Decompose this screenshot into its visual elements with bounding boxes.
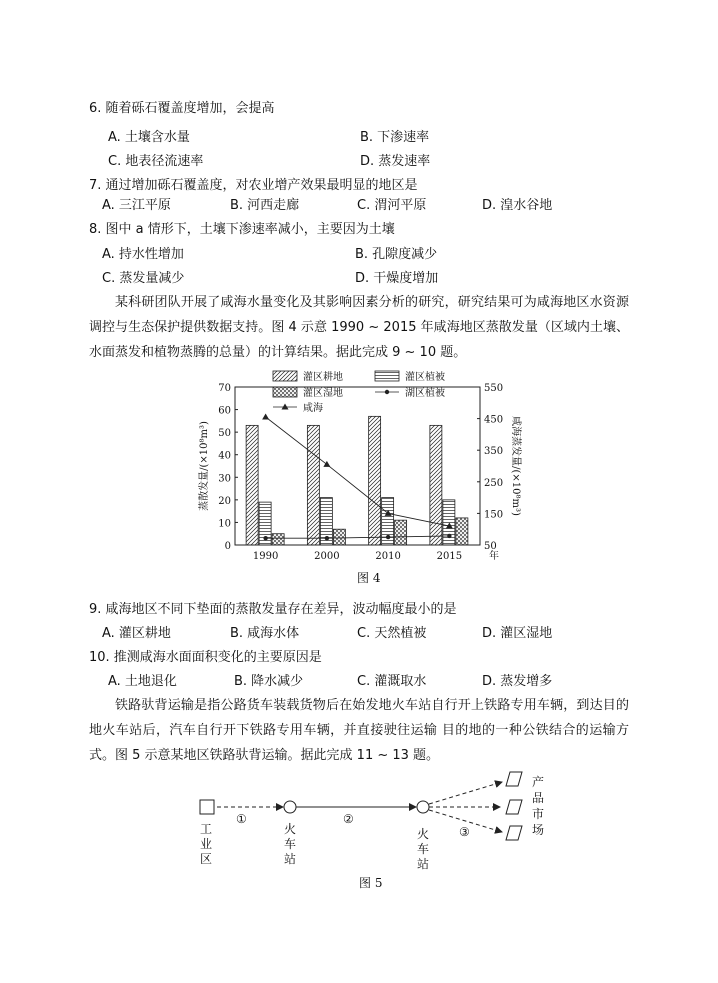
point-湖区植被-2015 — [447, 534, 451, 538]
market-box-3 — [506, 826, 522, 840]
left-tick-label: 10 — [218, 518, 231, 530]
left-tick-label: 20 — [218, 495, 231, 507]
q8-option-b[interactable]: B. 孔隙度减少 — [355, 247, 438, 262]
chart-legend — [273, 370, 445, 414]
bar-灌区耕地-2015 — [430, 425, 442, 545]
industrial-zone-char-1: 工 — [200, 822, 213, 836]
figure-4-caption: 图 4 — [357, 571, 381, 585]
legend-swatch-灌区植被 — [375, 371, 399, 381]
chart-lines — [262, 414, 453, 541]
legend-label-咸海: 咸海 — [303, 403, 323, 414]
point-咸海-1990 — [262, 414, 269, 420]
point-湖区植被-1990 — [263, 536, 267, 540]
market-char-3: 市 — [532, 807, 545, 821]
bar-灌区耕地-1990 — [246, 425, 258, 545]
x-tick-label: 2015 — [436, 551, 463, 562]
dashed-road-upper — [429, 782, 502, 804]
q6-option-c[interactable]: C. 地表径流速率 — [108, 154, 204, 169]
left-tick-label: 50 — [218, 428, 231, 440]
left-tick-label: 0 — [224, 541, 231, 552]
line-咸海 — [266, 417, 450, 526]
industrial-zone-char-3: 区 — [200, 852, 213, 866]
q10-option-d[interactable]: D. 蒸发增多 — [482, 674, 553, 689]
q10-option-b[interactable]: B. 降水减少 — [234, 674, 304, 689]
x-tick-label: 2000 — [314, 551, 340, 562]
left-tick-label: 30 — [218, 473, 231, 485]
station-1-char-2: 车 — [284, 837, 297, 851]
y-axis-right-label: 咸海蒸发量/(×10⁸m³) — [510, 416, 521, 516]
bar-灌区植被-2015 — [443, 500, 455, 545]
market-box-1 — [506, 772, 522, 786]
point-咸海-2000 — [323, 461, 330, 467]
q9-option-c[interactable]: C. 天然植被 — [357, 626, 427, 641]
q10-option-c[interactable]: C. 灌溉取水 — [357, 674, 427, 689]
train-station-2-node — [417, 801, 429, 813]
left-tick-label: 70 — [218, 383, 231, 394]
q7-option-c[interactable]: C. 渭河平原 — [357, 198, 427, 213]
market-box-2 — [506, 800, 522, 814]
q6-option-b[interactable]: B. 下渗速率 — [360, 130, 430, 145]
legend-label-灌区植被: 灌区植被 — [405, 372, 445, 383]
q9-stem: 9. 咸海地区不同下垫面的蒸散发量存在差异，波动幅度最小的是 — [89, 602, 457, 617]
legend-swatch-灌区耕地 — [273, 371, 297, 381]
q8-option-c[interactable]: C. 蒸发量减少 — [102, 271, 185, 286]
right-tick-label: 350 — [484, 446, 504, 458]
station-1-char-1: 火 — [284, 822, 297, 836]
point-湖区植被-2000 — [325, 536, 329, 540]
q10-stem: 10. 推测咸海水面面积变化的主要原因是 — [89, 650, 322, 665]
market-char-1: 产 — [532, 775, 545, 789]
q9-option-b[interactable]: B. 咸海水体 — [230, 626, 300, 641]
y-axis-left-label: 蒸散发量/(×10⁸m³) — [199, 421, 210, 511]
q7-option-a[interactable]: A. 三江平原 — [102, 198, 171, 213]
legend-label-湖区植被: 湖区植被 — [405, 388, 445, 399]
right-tick-label: 150 — [484, 509, 504, 521]
train-station-1-node — [284, 801, 296, 813]
legend-marker-湖区植被 — [385, 390, 389, 394]
figure-5-diagram — [190, 770, 560, 870]
q7-option-b[interactable]: B. 河西走廊 — [230, 198, 300, 213]
x-axis-unit: 年 — [489, 551, 499, 562]
legend-label-灌区湿地: 灌区湿地 — [303, 388, 343, 399]
q8-option-d[interactable]: D. 干燥度增加 — [355, 271, 439, 286]
figure-5-caption: 图 5 — [359, 876, 383, 890]
chart-bars — [246, 416, 468, 545]
industrial-zone-char-2: 业 — [200, 837, 213, 851]
market-char-4: 场 — [532, 823, 545, 837]
right-tick-label: 50 — [484, 541, 497, 552]
station-2-char-1: 火 — [417, 827, 430, 841]
line-湖区植被 — [266, 536, 450, 538]
point-湖区植被-2010 — [386, 535, 390, 539]
route-label-1: ① — [236, 812, 247, 826]
q9-option-d[interactable]: D. 灌区湿地 — [482, 626, 553, 641]
station-2-char-2: 车 — [417, 842, 430, 856]
legend-label-灌区耕地: 灌区耕地 — [303, 372, 343, 383]
bar-灌区湿地-2010 — [395, 520, 407, 545]
q8-option-a[interactable]: A. 持水性增加 — [102, 247, 184, 262]
q6-option-d[interactable]: D. 蒸发速率 — [360, 154, 431, 169]
route-label-3: ③ — [459, 825, 470, 839]
right-tick-label: 250 — [484, 477, 504, 489]
intro-paragraph-fig5: 铁路驮背运输是指公路货车装载货物后在始发地火车站自行开上铁路专用车辆，到达目的地火车站后，汽车自行开下铁路专用车辆，并直接驶往运输 目的地的一种公铁结合的运输方式。图 5 示意某地区铁路驮背运输。据此完成 11 ~ 13 题。 — [89, 698, 629, 763]
bar-灌区湿地-1990 — [272, 534, 284, 545]
q10-option-a[interactable]: A. 土地退化 — [108, 674, 177, 689]
q7-option-d[interactable]: D. 湟水谷地 — [482, 198, 553, 213]
left-tick-label: 60 — [218, 405, 231, 417]
q6-stem: 6. 随着砾石覆盖度增加，会提高 — [89, 101, 275, 116]
intro-paragraph-fig4: 某科研团队开展了咸海水量变化及其影响因素分析的研究，研究结果可为咸海地区水资源调控与生态保护提供数据支持。图 4 示意 1990 ~ 2015 年咸海地区蒸散发量（区域内土壤、水面蒸发和植物蒸腾的总量）的计算结果。据此完成 9 ~ 10 题。 — [89, 295, 629, 360]
x-tick-label: 2010 — [375, 551, 401, 562]
x-tick-label: 1990 — [252, 551, 279, 562]
bar-灌区耕地-2010 — [369, 416, 381, 545]
q9-option-a[interactable]: A. 灌区耕地 — [102, 626, 171, 641]
q8-stem: 8. 图中 a 情形下，土壤下渗速率减小，主要因为土壤 — [89, 222, 395, 237]
station-2-char-3: 站 — [417, 857, 430, 870]
right-tick-label: 550 — [484, 383, 504, 394]
legend-marker-咸海 — [282, 404, 289, 410]
q6-option-a[interactable]: A. 土壤含水量 — [108, 130, 190, 145]
legend-swatch-灌区湿地 — [273, 387, 297, 397]
bar-灌区湿地-2000 — [333, 529, 345, 545]
market-char-2: 品 — [532, 791, 545, 805]
bar-灌区湿地-2015 — [456, 518, 468, 545]
left-tick-label: 40 — [218, 450, 231, 462]
route-label-2: ② — [343, 812, 354, 826]
right-tick-label: 450 — [484, 414, 504, 426]
station-1-char-3: 站 — [284, 852, 297, 866]
bar-灌区耕地-2000 — [307, 425, 319, 545]
figure-4-chart — [195, 365, 525, 565]
industrial-zone-box — [200, 800, 214, 814]
q7-stem: 7. 通过增加砾石覆盖度，对农业增产效果最明显的地区是 — [89, 178, 418, 193]
